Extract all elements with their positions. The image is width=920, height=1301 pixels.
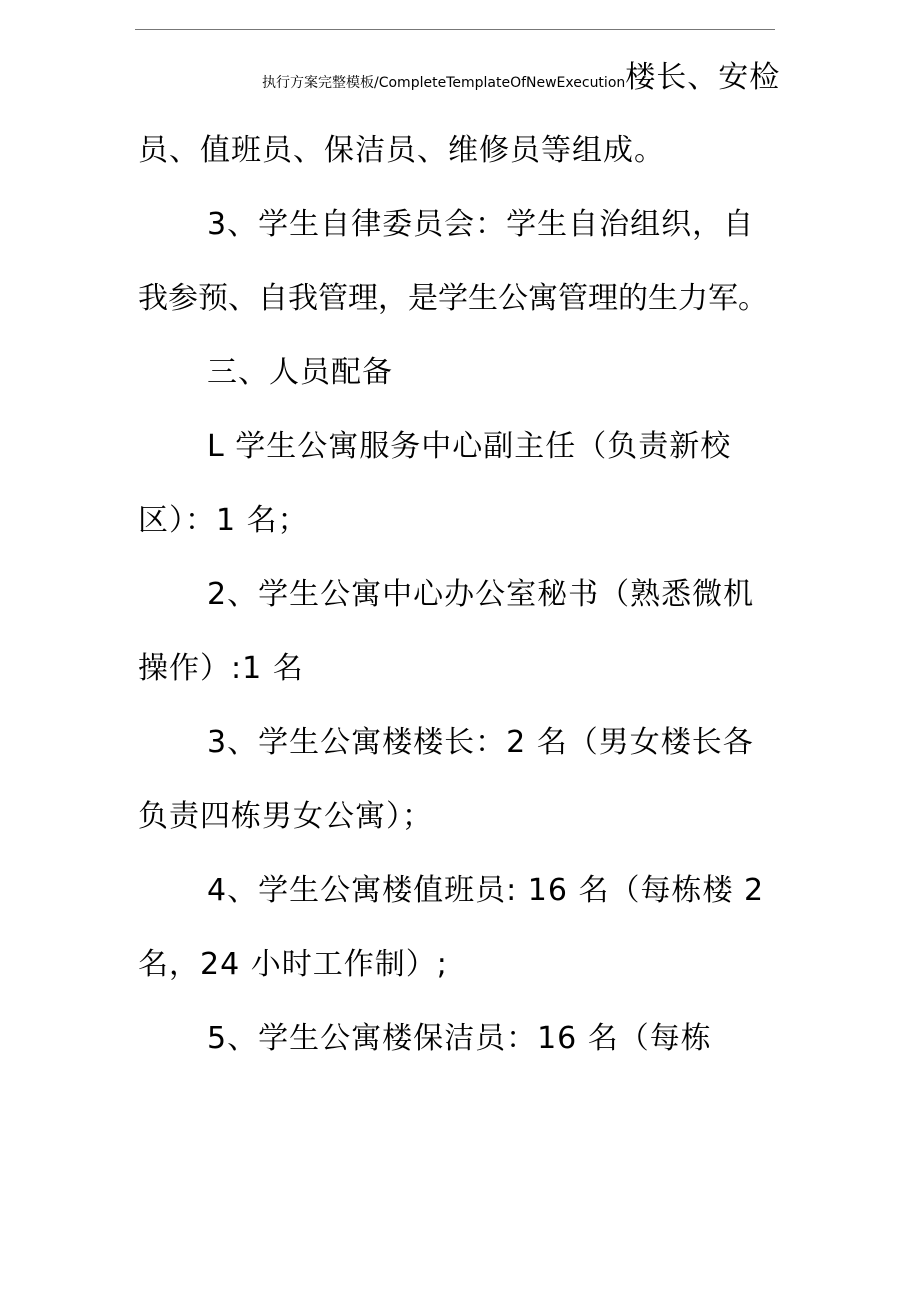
- body-line-3: 我参预、自我管理，是学生公寓管理的生力军。: [138, 281, 768, 316]
- header-rule: [135, 29, 775, 30]
- section-heading: 三、人员配备: [207, 355, 393, 390]
- body-line-5: L 学生公寓服务中心副主任（负责新校: [207, 429, 732, 464]
- running-title: 执行方案完整模板/CompleteTemplateOfNewExecution: [262, 75, 626, 91]
- body-line-9: 3、学生公寓楼楼长：2 名（男女楼长各: [207, 725, 754, 760]
- body-line-1: 员、值班员、保洁员、维修员等组成。: [138, 133, 665, 168]
- header-line: [262, 60, 780, 101]
- body-line-8: 操作）:1 名: [138, 651, 304, 686]
- body-line-6: 区）：1 名；: [138, 503, 309, 538]
- body-line-11: 4、学生公寓楼值班员: 16 名（每栋楼 2: [207, 873, 765, 908]
- body-line-7: 2、学生公寓中心办公室秘书（熟悉微机: [207, 577, 755, 612]
- body-line-2: 3、学生自律委员会：学生自治组织，自: [207, 207, 755, 242]
- body-line-12: 名，24 小时工作制）;: [138, 947, 448, 982]
- first-line-tail: 楼长、安检: [625, 60, 781, 95]
- body-line-13: 5、学生公寓楼保洁员：16 名（每栋: [207, 1021, 712, 1056]
- body-line-10: 负责四栋男女公寓）；: [138, 799, 433, 834]
